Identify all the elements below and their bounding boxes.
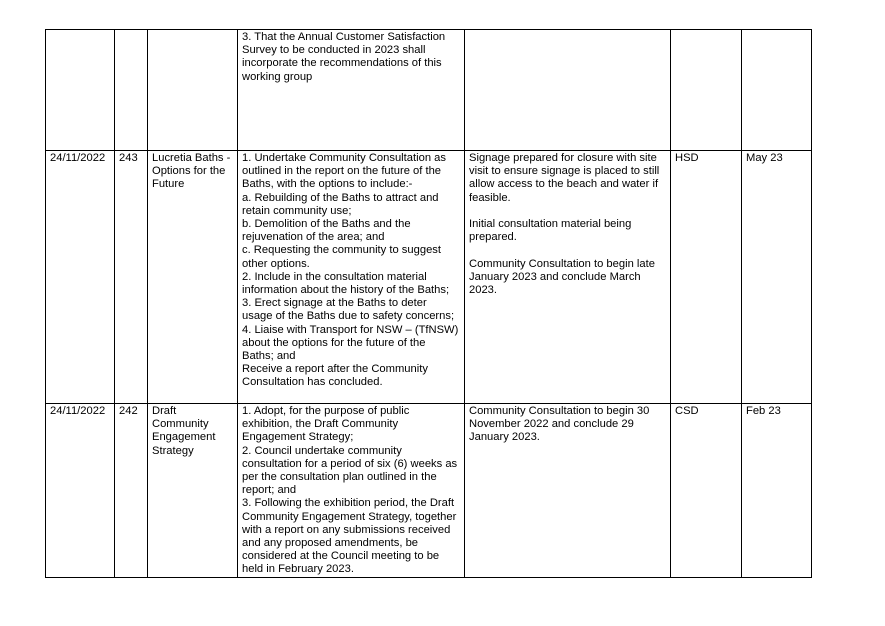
- resolution-cell: 1. Undertake Community Consultation as outlined in the report on the future of the Baths, with the options to include:- a. Rebuilding of the Baths to attract and retain community use; b. Demolition of the Baths and the rejuvenation of the area; and c. Requesting the community to suggest other options. 2. Include in the consultation material information about the history of the Baths; 3. Erect signage at the Baths to deter usage of the Baths due to safety concerns; 4. Liaise with Transport for NSW – (TfNSW) about the options for the future of the Baths; and Receive a report after the Community Consultation has concluded.: [238, 151, 465, 404]
- table-row: [46, 151, 812, 404]
- action-cell: Community Consultation to begin 30 November 2022 and conclude 29 January 2023.: [465, 404, 671, 578]
- resolutions-table: [45, 29, 812, 578]
- responsible-cell: HSD: [671, 151, 742, 404]
- resolution-cell: 1. Adopt, for the purpose of public exhibition, the Draft Community Engagement Strategy; 2. Council undertake community consultation for a period of six (6) weeks as per the consultation plan outlined in the report; and 3. Following the exhibition period, the Draft Community Engagement Strategy, together with a report on any submissions received and any proposed amendments, be considered at the Council meeting to be held in February 2023.: [238, 404, 465, 578]
- due-cell: [742, 30, 812, 151]
- resolution-cell: 3. That the Annual Customer Satisfaction Survey to be conducted in 2023 shall incorporate the recommendations of this working group: [238, 30, 465, 151]
- date-cell: 24/11/2022: [46, 151, 115, 404]
- subject-cell: [148, 30, 238, 151]
- due-cell: Feb 23: [742, 404, 812, 578]
- subject-cell: Draft Community Engagement Strategy: [148, 404, 238, 578]
- date-cell: 24/11/2022: [46, 404, 115, 578]
- table-row: [46, 404, 812, 578]
- date-cell: [46, 30, 115, 151]
- action-cell: Signage prepared for closure with site visit to ensure signage is placed to still allow access to the beach and water if feasible. Initial consultation material being prepared. Community Consultation to begin late January 2023 and conclude March 2023.: [465, 151, 671, 404]
- responsible-cell: CSD: [671, 404, 742, 578]
- item-number-cell: [115, 30, 148, 151]
- item-number-cell: 243: [115, 151, 148, 404]
- due-cell: May 23: [742, 151, 812, 404]
- subject-cell: Lucretia Baths - Options for the Future: [148, 151, 238, 404]
- action-cell: [465, 30, 671, 151]
- table-row: [46, 30, 812, 151]
- responsible-cell: [671, 30, 742, 151]
- item-number-cell: 242: [115, 404, 148, 578]
